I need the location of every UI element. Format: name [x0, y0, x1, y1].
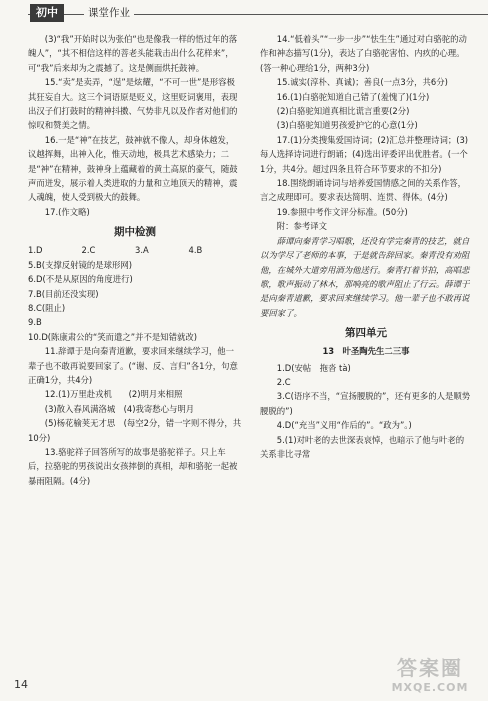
answer-item: 12.(1)万里赴戎机 (2)明月来相照 [44, 389, 183, 400]
section-heading-midterm: 期中检测 [114, 226, 156, 239]
left-column [28, 32, 242, 488]
answer-item: 1.D(安帖 拖沓 tà) [276, 362, 351, 373]
page-header [0, 0, 488, 30]
answer-item: 2.C [81, 245, 96, 256]
answer-paragraph: (2)白骆驼知道真相比谎言重要(2分) [276, 106, 410, 117]
answer-item: 7.B(目前还没实现) [28, 288, 99, 299]
answer-paragraph: (3)白骆驼知道男孩爱护它的心意(1分) [276, 120, 418, 131]
answer-paragraph: 14.“低着头”“一步一步”“怯生生”通过对白骆驼的动作和神态描写(1分)，表达了白骆驼害怕、内疚的心理。(答一种心理给1分，两种3分) [260, 34, 467, 73]
answer-item: 5.B(支撑反射镜的是球形网) [28, 259, 133, 270]
section-heading-unit4: 第四单元 [345, 327, 387, 340]
grade-badge: 初中 [30, 4, 64, 22]
answer-paragraph: 17.(作文略) [44, 206, 90, 217]
answer-paragraph: 19.参照中考作文评分标准。(50分) [276, 206, 408, 217]
answer-item: 2.C [276, 376, 291, 387]
answer-paragraph: 15.“卖”是卖弄，“逞”是炫耀，“不可一世”是形容极其狂妄自大。这三个词语原是贬义，这里贬词褒用，表现出汉子们打鼓时的精神抖擞、气势非凡以及作者对他们的惊叹和赞美之情。 [28, 77, 238, 131]
translation-text: 薛谭向秦青学习唱歌，还没有学完秦青的技艺，就自以为学尽了老师的本事，于是就告辞回家。秦青没有劝阻他，在城外大道旁用酒为他送行。秦青打着节拍，高唱悲歌，歌声振动了林木，那响亮的歌声阻止了行云。薛谭于是向秦青道歉，要求回来继续学习。他一辈子也不敢再说要回家了。 [260, 235, 470, 318]
answer-item: 10.D(陈康肃公的“笑而遣之”并不是知错就改) [28, 331, 197, 342]
translation-label: 附：参考译文 [276, 221, 328, 232]
answer-paragraph: 16.(1)白骆驼知道自己错了(羞愧了)(1分) [276, 91, 430, 102]
answer-item: 5.(1)对叶老的去世深表哀悼，也暗示了他与叶老的关系非比寻常 [260, 434, 465, 459]
answer-paragraph: 15.诚实(淳朴、真诚)；善良(一点3分，共6分) [276, 77, 448, 88]
answer-item: 6.D(不是从原因的角度进行) [28, 274, 133, 285]
article-title: 13 叶圣陶先生二三事 [322, 346, 410, 357]
answer-row [28, 243, 242, 257]
answer-item: 13.骆驼祥子回答所写的故事是骆驼祥子。只上车后，拉骆驼的男孩说出女孩摔倒的真相，却和骆驼一起被暴雨阻隔。(4分) [28, 446, 238, 486]
answer-paragraph: 18.围绕朗诵诗词与培养爱国情感之间的关系作答，言之成理即可。要求表达简明、连贯、得体。(4分) [260, 178, 466, 203]
answer-item: 3.C(语序不当，“宣扬腰脱的”，还有更多的人是顺势腰脱的”) [260, 391, 471, 416]
answer-item: 4.B [188, 245, 203, 256]
page-number: 14 [14, 678, 28, 691]
answer-item: 8.C(阻止) [28, 302, 66, 313]
answer-item: 1.D [28, 245, 43, 256]
answer-paragraph: (3)“我”开始时以为张伯“也是像我一样的悟过年的落魄人”，“其不相信这样的菩老头能栽击出什么花样来”，可“我”后来却为之震撼了。这是侧面烘托鼓神。 [28, 34, 238, 73]
answer-paragraph: 16.一是“神”在技艺，鼓神就不像人，却身体越发，议越挥舞，出神入化，惟天动地，极具艺术感染力；二是“神”在精神，鼓神身上蕴藏着的黄土高原的豪气，随鼓声而迸发，展示着人类进取的力量和立地顶天的精神，震人魂魄，使人受到极大的鼓舞。 [28, 134, 238, 203]
right-column [260, 32, 472, 461]
answer-item: 9.B [28, 317, 42, 328]
header-title: 课堂作业 [84, 5, 134, 21]
answer-item: (5)杨花榆荚无才思 (每空2分，错一字则不得分，共10分) [28, 418, 242, 443]
watermark-text: 答案圈 [397, 656, 463, 680]
answer-item: 3.A [135, 245, 149, 256]
answer-item: 11.辞谭于是向秦青道歉，要求回来继续学习，他一辈子也不敢再说要回家了。(“谢、反、言归”各1分，句意正确1分，共4分) [28, 346, 238, 385]
answer-paragraph: 17.(1)分类搜集爱国诗词；(2)汇总并整理诗词；(3)每人选择诗词进行朗诵；(4)选出评委评出优胜者。(一个1分，共4分。超过四条且符合环节要求的不扣分) [260, 134, 469, 174]
answer-item: 4.D(“充当”义用“作后的”。“政为”。) [276, 420, 412, 431]
watermark-logo [380, 652, 480, 696]
answer-item: (3)散入春风满洛城 (4)我寄愁心与明月 [44, 403, 195, 414]
watermark-url: MXQE.COM [391, 681, 469, 694]
